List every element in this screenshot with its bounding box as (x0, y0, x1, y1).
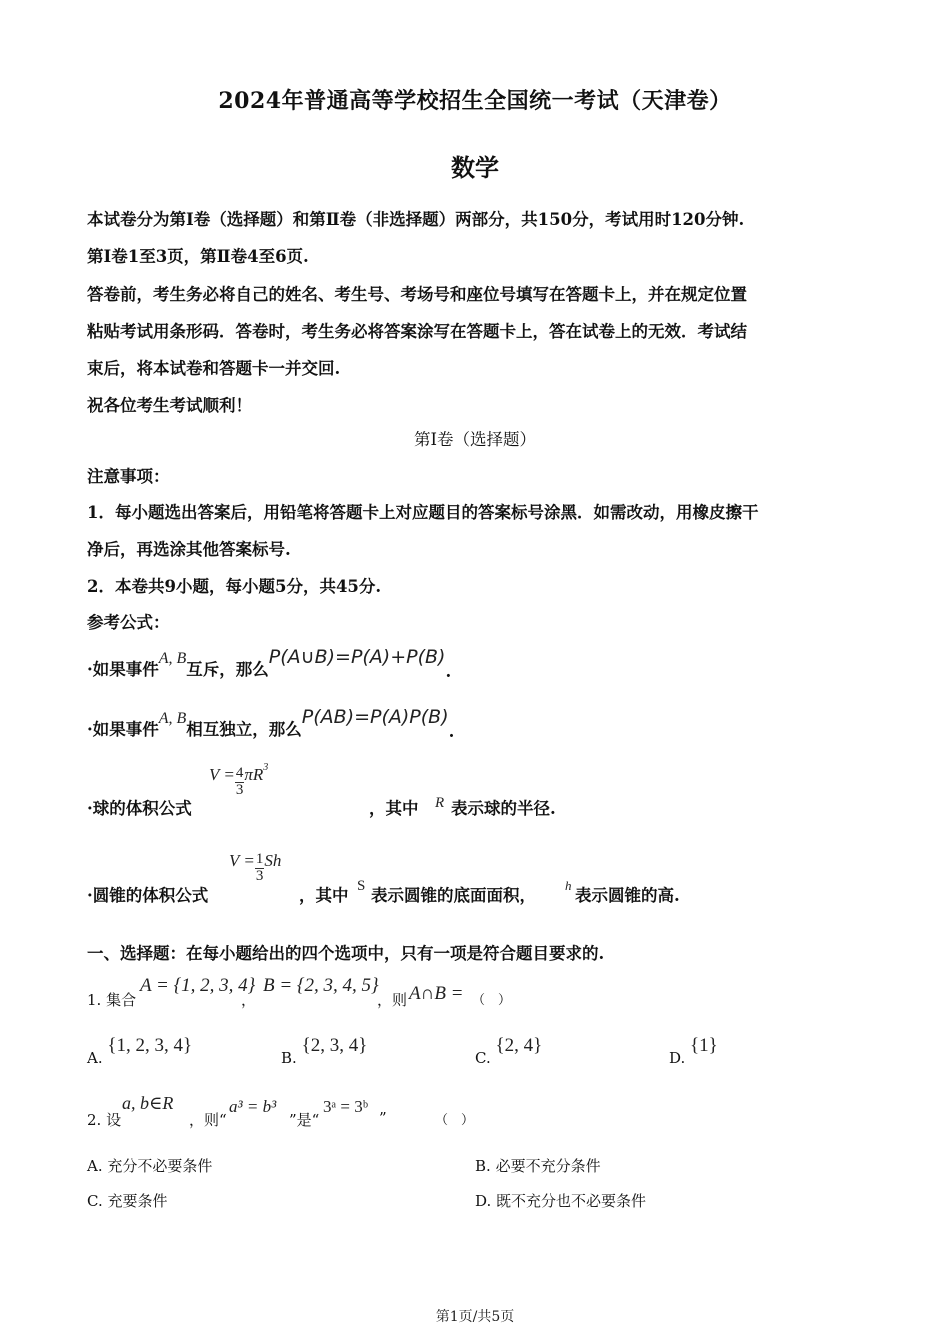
formula-3-numerator: 4 (235, 765, 244, 781)
note-2: 2．本卷共9小题，每小题5分，共45分. (87, 577, 382, 596)
q1-set-a: A = {1, 2, 3, 4} (140, 975, 256, 996)
formula-4-var-s: S (357, 878, 366, 894)
intro-line-3: 答卷前，考生务必将自己的姓名、考生号、考场号和座位号填写在答题卡上，并在规定位置 (87, 285, 747, 304)
q1-sep: ， (241, 991, 257, 1009)
q2-option-c-label: C. (87, 1192, 103, 1210)
q2-option-a-label: A. (87, 1157, 103, 1175)
q1-option-b[interactable] (281, 1035, 368, 1067)
q2-option-d-value: 既不充分也不必要条件 (496, 1192, 647, 1210)
formula-1-expr: P(A∪B)=P(A)+P(B) (268, 646, 446, 668)
q1-option-a[interactable] (87, 1035, 193, 1067)
q1-set-b: B = {2, 3, 4, 5} (263, 975, 379, 996)
q2-option-b[interactable] (475, 1155, 601, 1176)
formula-independent (87, 704, 455, 741)
formula-2-vars: A, B (158, 710, 187, 727)
q2-option-a-value: 充分不必要条件 (107, 1157, 213, 1175)
formula-3-expr (209, 761, 269, 799)
q1-option-c-label: C. (475, 1049, 491, 1067)
formula-4-mid: ，其中 (299, 886, 349, 905)
page-footer: 第1页/共5页 (435, 1309, 515, 1325)
intro-line-1: 本试卷分为第Ⅰ卷（选择题）和第Ⅱ卷（非选择题）两部分，共150分，考试用时120分钟. (87, 210, 745, 229)
formula-1-vars: A, B (158, 650, 187, 667)
formula-4-denominator: 3 (255, 867, 264, 884)
q1-option-a-label: A. (87, 1049, 103, 1067)
formula-3-exponent: 3 (263, 761, 269, 773)
exam-title: 2024年普通高等学校招生全国统一考试（天津卷） (218, 88, 732, 114)
formula-3-lhs: V = (209, 765, 235, 785)
formula-3-var: R (435, 795, 445, 811)
formula-4-numerator: 1 (255, 851, 264, 867)
q2-end: ” (379, 1109, 387, 1127)
formula-4-var-h: h (565, 878, 572, 893)
q2-expr-2: 3ᵃ = 3ᵇ (323, 1097, 368, 1116)
notes-heading: 注意事项： (87, 467, 170, 486)
formula-3-prefix: ·球的体积公式 (87, 799, 192, 818)
q1-option-c-value: {2, 4} (495, 1035, 543, 1056)
intro-line-4: 粘贴考试用条形码．答卷时，考生务必将答案涂写在答题卡上，答在试卷上的无效．考试结 (87, 322, 747, 341)
q1-option-b-value: {2, 3, 4} (301, 1035, 368, 1056)
q1-option-d-value: {1} (690, 1035, 718, 1056)
q1-option-d-label: D. (669, 1049, 686, 1067)
q2-option-c[interactable] (87, 1190, 168, 1211)
formula-4-lhs: V = (229, 851, 255, 871)
note-1-line-2: 净后，再选涂其他答案标号. (87, 540, 291, 559)
q2-option-c-value: 充要条件 (107, 1192, 168, 1210)
formula-4-end: 表示圆锥的高. (575, 886, 680, 905)
formula-mutually-exclusive (87, 644, 452, 681)
q2-blank: （ ） (435, 1113, 475, 1128)
q2-option-b-value: 必要不充分条件 (495, 1157, 601, 1175)
q1-option-a-value: {1, 2, 3, 4} (107, 1035, 193, 1056)
formula-3-denominator: 3 (235, 781, 244, 798)
formula-2-mid: 相互独立，那么 (186, 720, 302, 739)
q2-mid2: ”是“ (289, 1111, 320, 1129)
q2-option-a[interactable] (87, 1155, 212, 1176)
formula-4-fraction (255, 852, 265, 885)
note-1-line-1: 1．每小题选出答案后，用铅笔将答题卡上对应题目的答案标号涂黑．如需改动，用橡皮擦干 (87, 503, 759, 522)
q1-option-c[interactable] (475, 1035, 543, 1067)
q1-expr: A∩B = (409, 983, 464, 1004)
formula-heading: 参考公式： (87, 613, 170, 632)
q2-condition: a, b∈R (122, 1093, 174, 1113)
formula-2-expr: P(AB)=P(A)P(B) (301, 706, 449, 728)
subject-title: 数学 (451, 153, 499, 182)
intro-line-2: 第Ⅰ卷1至3页，第Ⅱ卷4至6页. (87, 247, 309, 266)
intro-line-5: 束后，将本试卷和答题卡一并交回. (87, 359, 341, 378)
q2-mid: ，则“ (189, 1111, 227, 1129)
q1-blank: （ ） (472, 993, 512, 1008)
formula-2-prefix: ·如果事件 (87, 720, 159, 739)
formula-3-end: 表示球的半径. (451, 799, 556, 818)
q2-expr-1: a³ = b³ (229, 1097, 277, 1116)
formula-4-expr (229, 852, 281, 885)
formula-3-fraction (235, 766, 245, 799)
formula-3-rhs: πR (244, 765, 264, 785)
q1-option-d[interactable] (669, 1035, 718, 1067)
q2-option-b-label: B. (475, 1157, 491, 1175)
q1-option-b-label: B. (281, 1049, 297, 1067)
formula-4-rhs: Sh (264, 851, 282, 871)
formula-1-end: . (445, 662, 452, 681)
formula-4-prefix: ·圆锥的体积公式 (87, 886, 209, 905)
part-1-heading: 一、选择题：在每小题给出的四个选项中，只有一项是符合题目要求的. (87, 944, 605, 963)
q1-mid: ，则 (377, 991, 408, 1009)
q2-prefix: 2. 设 (87, 1111, 122, 1129)
formula-1-mid: 互斥，那么 (186, 660, 269, 679)
q2-option-d[interactable] (475, 1190, 646, 1211)
intro-line-6: 祝各位考生考试顺利！ (87, 396, 252, 415)
formula-3-mid: ，其中 (369, 799, 419, 818)
section-title: 第Ⅰ卷（选择题） (413, 430, 537, 449)
formula-2-end: . (448, 722, 455, 741)
q1-prefix: 1. 集合 (87, 991, 137, 1009)
q2-option-d-label: D. (475, 1192, 492, 1210)
formula-1-prefix: ·如果事件 (87, 660, 159, 679)
formula-4-mid2: 表示圆锥的底面面积， (371, 886, 536, 905)
